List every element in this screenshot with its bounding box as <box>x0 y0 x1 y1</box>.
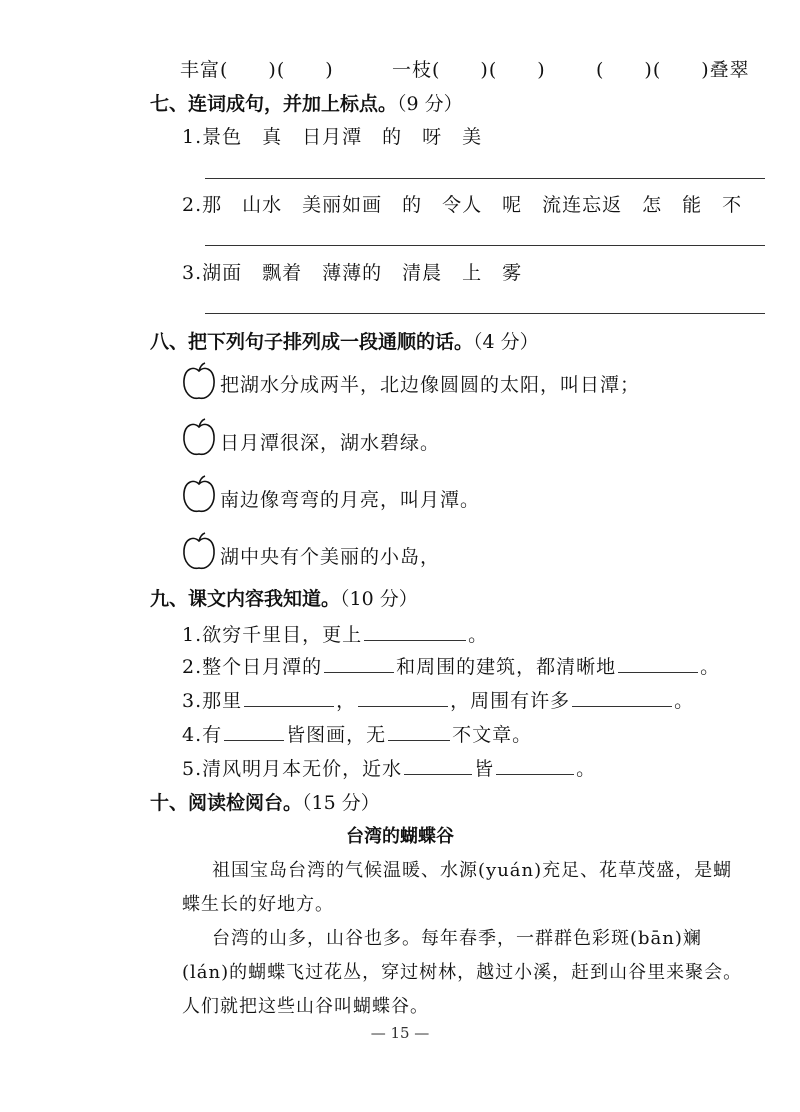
fill-blank[interactable] <box>358 688 448 707</box>
s8-item-2: 日月潭很深，湖水碧绿。 <box>220 432 441 454</box>
fill-blank[interactable] <box>388 722 450 741</box>
s8-item-3: 南边像弯弯的月亮，叫月潭。 <box>220 489 481 511</box>
fill-blank[interactable] <box>324 654 394 673</box>
s9-q1-text: 1.欲穷千里目，更上 <box>182 624 363 646</box>
article-line-5: 人们就把这些山谷叫蝴蝶谷。 <box>182 996 429 1017</box>
section-9-heading <box>150 584 418 611</box>
s9-q1 <box>182 620 488 647</box>
section-8-heading <box>150 327 539 354</box>
s9-q4 <box>182 720 532 747</box>
s9-q5 <box>182 754 596 781</box>
article-line-4: (lán)的蝴蝶飞过花丛，穿过树林，越过小溪，赶到山谷里来聚会。 <box>182 962 743 983</box>
section-9-title: 九、课文内容我知道。 <box>150 588 341 610</box>
article-title: 台湾的蝴蝶谷 <box>346 826 454 847</box>
s8-item-4: 湖中央有个美丽的小岛， <box>220 546 441 568</box>
s9-q4-end: 不文章。 <box>452 724 533 746</box>
s9-q4-text-b: 皆图画，无 <box>286 724 387 746</box>
s9-q5-text-b: 皆 <box>474 758 495 780</box>
answer-line <box>205 245 765 246</box>
s9-q5-text-a: 5.清风明月本无价，近水 <box>182 758 403 780</box>
s9-q3-text-a: 3.那里 <box>182 690 243 712</box>
article-line-2: 蝶生长的好地方。 <box>182 894 334 915</box>
s7-item-1: 1.景色 真 日月潭 的 呀 美 <box>182 126 483 148</box>
s8-item-1: 把湖水分成两半，北边像圆圆的太阳，叫日潭； <box>220 374 641 396</box>
page-number: — 15 — <box>370 1024 430 1042</box>
fill-blank[interactable] <box>404 756 472 775</box>
answer-line <box>205 178 765 179</box>
fill-blank[interactable] <box>572 688 672 707</box>
apple-icon[interactable] <box>182 362 216 402</box>
apple-icon[interactable] <box>182 475 216 515</box>
fill-blank[interactable] <box>496 756 574 775</box>
fill-blank[interactable] <box>618 654 698 673</box>
s9-q5-end: 。 <box>576 758 597 780</box>
section-10-title: 十、阅读检阅台。 <box>150 792 303 814</box>
apple-icon[interactable] <box>182 418 216 458</box>
article-line-3: 台湾的山多，山谷也多。每年春季，一群群色彩斑(bān)斓 <box>212 928 702 949</box>
s9-q3-text-b: ，周围有许多 <box>450 690 571 712</box>
fill-blank[interactable] <box>224 722 284 741</box>
section-10-heading <box>150 788 380 815</box>
s9-q2-text-b: 和周围的建筑，都清晰地 <box>396 656 617 678</box>
section-7-title: 七、连词成句，并加上标点。 <box>150 93 398 115</box>
fill-blank[interactable] <box>364 622 466 641</box>
s9-q2 <box>182 652 720 679</box>
section-10-score: （15 分） <box>302 792 380 814</box>
word-fill-3: ( )( )叠翠 <box>596 59 750 81</box>
word-fill-2: 一枝( )( ) <box>392 59 546 81</box>
s9-q3-end: 。 <box>674 690 695 712</box>
s7-item-3: 3.湖面 飘着 薄薄的 清晨 上 雾 <box>182 262 523 284</box>
answer-line <box>205 313 765 314</box>
s9-q2-end: 。 <box>700 656 721 678</box>
section-8-title: 八、把下列句子排列成一段通顺的话。 <box>150 331 474 353</box>
section-9-score: （10 分） <box>340 588 418 610</box>
section-8-score: （4 分） <box>473 331 539 353</box>
word-fill-1: 丰富( )( ) <box>180 59 334 81</box>
s9-q2-text-a: 2.整个日月潭的 <box>182 656 323 678</box>
s9-q3-comma: ， <box>336 690 357 712</box>
section-7-heading <box>150 89 463 116</box>
section-7-score: （9 分） <box>397 93 463 115</box>
article-line-1: 祖国宝岛台湾的气候温暖、水源(yuán)充足、花草茂盛，是蝴 <box>212 860 733 881</box>
apple-icon[interactable] <box>182 532 216 572</box>
fill-blank[interactable] <box>244 688 334 707</box>
s9-q4-text-a: 4.有 <box>182 724 223 746</box>
s9-q3 <box>182 686 694 713</box>
s7-item-2: 2.那 山水 美丽如画 的 令人 呢 流连忘返 怎 能 不 <box>182 194 743 216</box>
s9-q1-end: 。 <box>468 624 489 646</box>
